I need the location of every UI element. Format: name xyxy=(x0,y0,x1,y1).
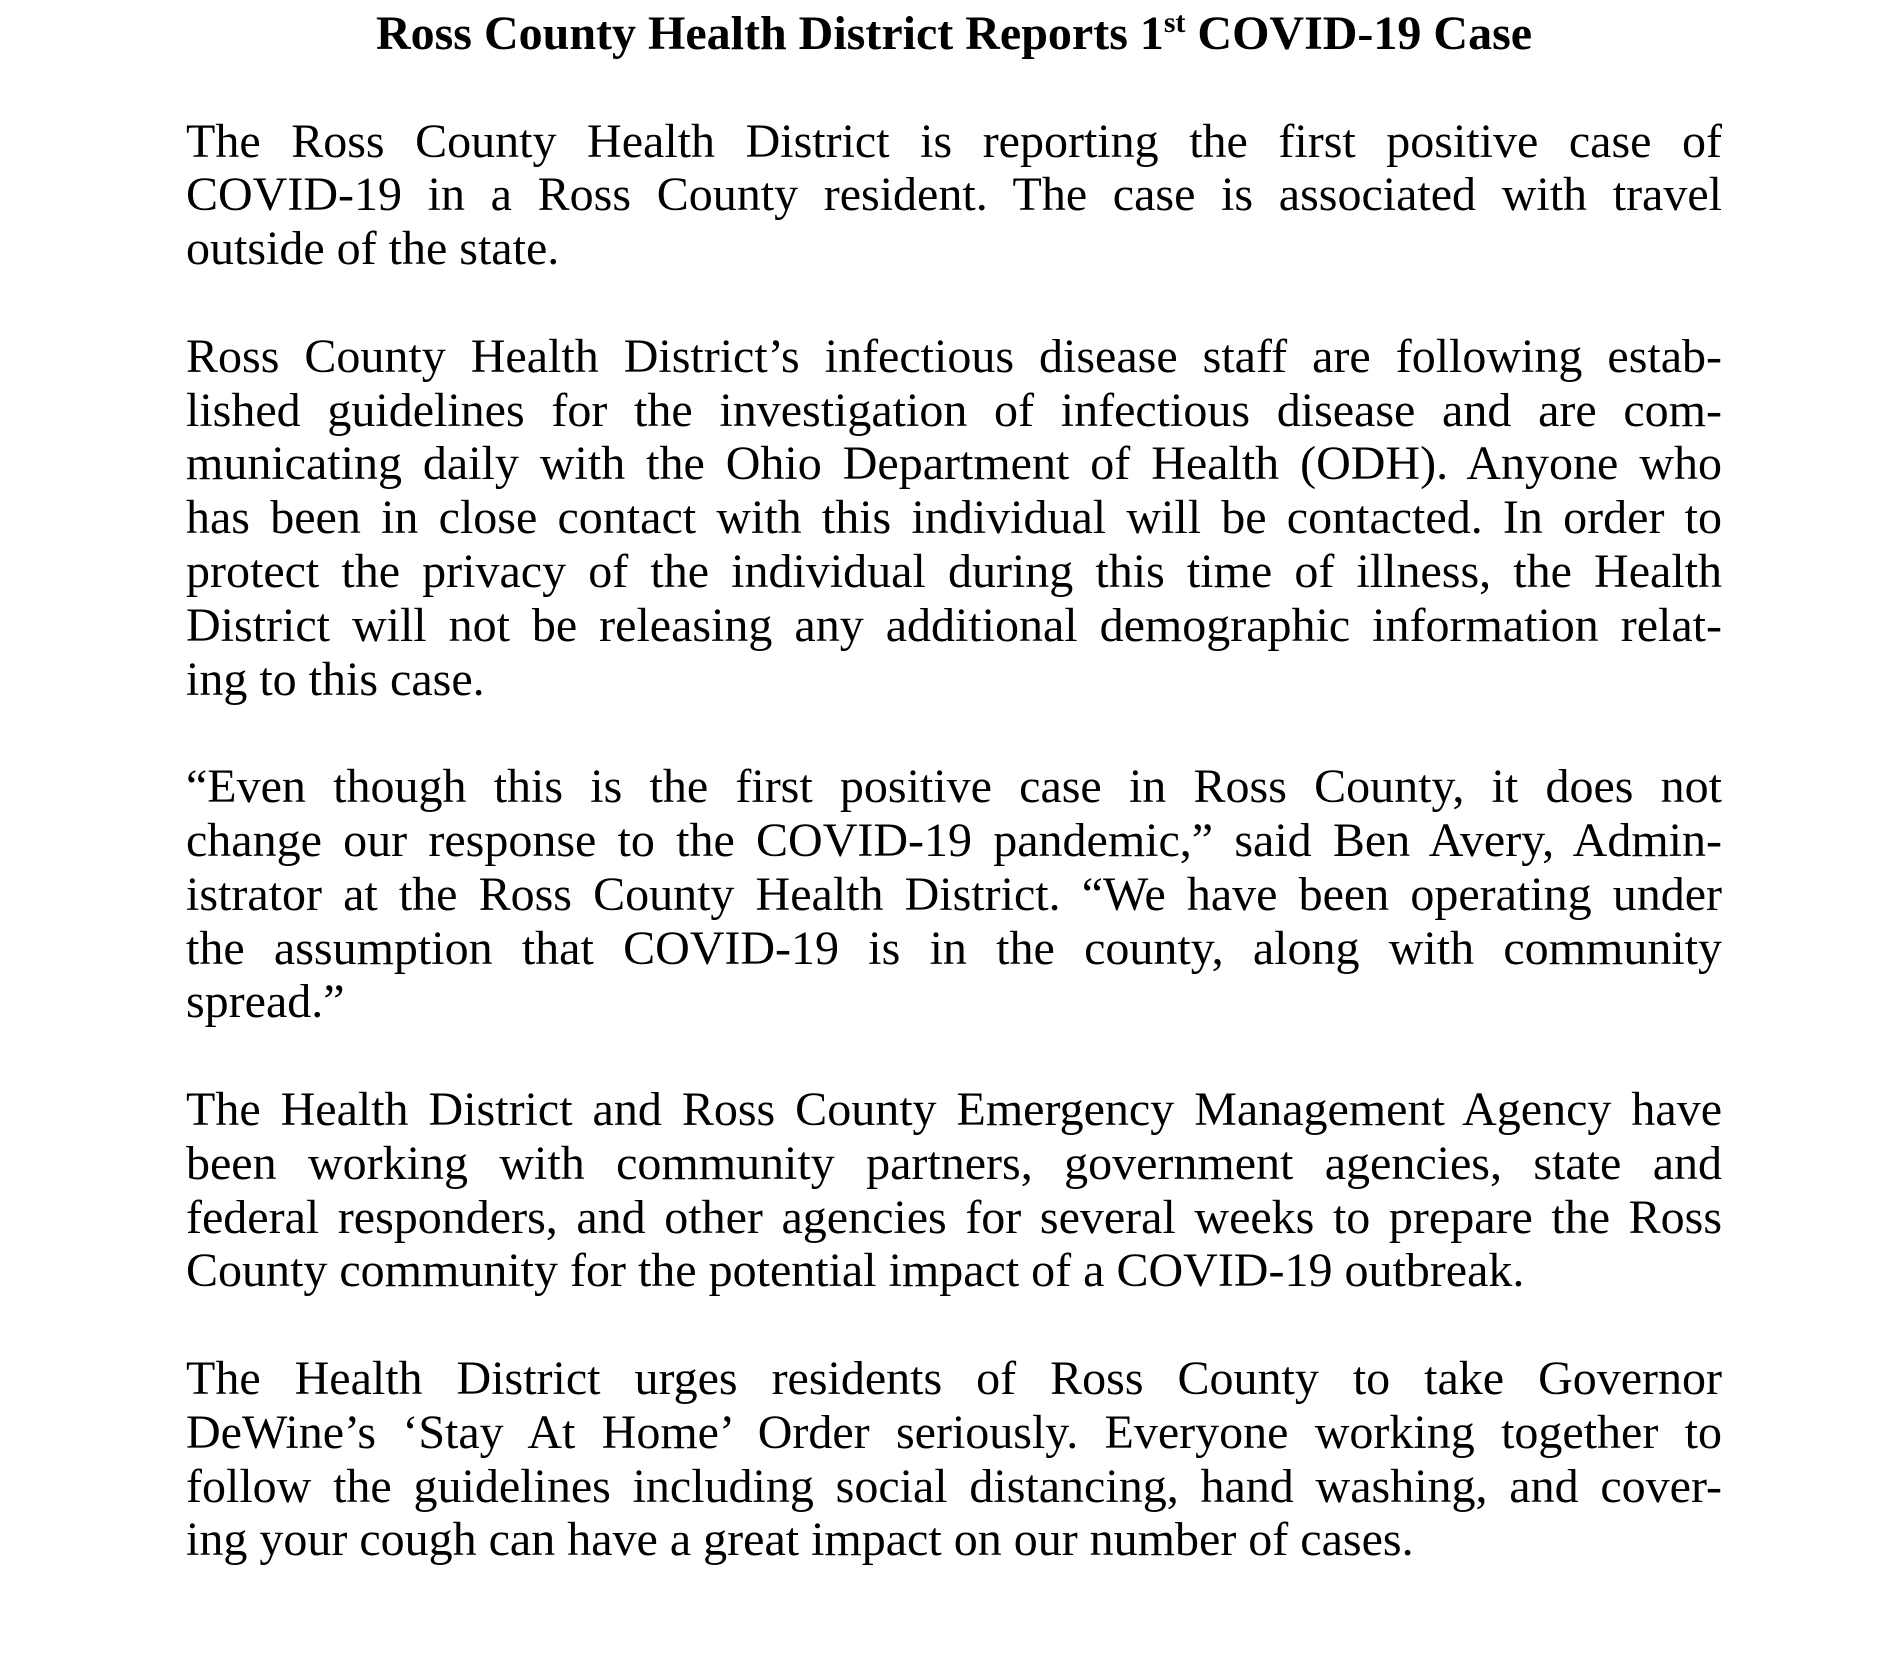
paragraph-line: The Health District urges residents of Ross County to take Governor xyxy=(186,1351,1722,1405)
paragraph-line: “Even though this is the first positive case in Ross County, it does not xyxy=(186,760,1722,814)
paragraph-line: District will not be releasing any additional demographic information relat- xyxy=(186,598,1722,652)
paragraph-line: follow the guidelines including social distancing, hand washing, and cover- xyxy=(186,1459,1722,1513)
paragraph-line: municating daily with the Ohio Department of Health (ODH). Anyone who xyxy=(186,437,1722,491)
paragraph-line: lished guidelines for the investigation of infectious disease and are com- xyxy=(186,383,1722,437)
paragraph-line: DeWine’s ‘Stay At Home’ Order seriously. Everyone working together to xyxy=(186,1405,1722,1459)
paragraph-line: protect the privacy of the individual during this time of illness, the Health xyxy=(186,544,1722,598)
title-text-end: COVID-19 Case xyxy=(1185,7,1533,60)
paragraph-quote xyxy=(186,760,1722,1029)
paragraph-line: ing to this case. xyxy=(186,652,485,706)
paragraph-line: change our response to the COVID-19 pandemic,” said Ben Avery, Admin- xyxy=(186,813,1722,867)
paragraph-line: spread.” xyxy=(186,975,345,1029)
paragraph-line: been working with community partners, government agencies, state and xyxy=(186,1136,1722,1190)
paragraph-line: The Health District and Ross County Emergency Management Agency have xyxy=(186,1082,1722,1136)
paragraph-line: federal responders, and other agencies for several weeks to prepare the Ross xyxy=(186,1190,1722,1244)
spacer xyxy=(186,1029,1722,1083)
paragraph-first-case xyxy=(186,115,1722,276)
paragraph-line: the assumption that COVID-19 is in the county, along with community xyxy=(186,921,1722,975)
paragraph-line: The Ross County Health District is reporting the first positive case of xyxy=(186,114,1722,168)
title-ordinal-suffix: st xyxy=(1163,6,1186,39)
paragraph-line: County community for the potential impact of a COVID-19 outbreak. xyxy=(186,1244,1525,1298)
paragraph-line: has been in close contact with this individual will be contacted. In order to xyxy=(186,491,1722,545)
paragraph-line: outside of the state. xyxy=(186,222,560,276)
document-page xyxy=(186,7,1722,1567)
spacer xyxy=(186,61,1722,115)
paragraph-stay-at-home xyxy=(186,1352,1722,1567)
title-text: Ross County Health District Reports 1 xyxy=(375,7,1164,60)
spacer xyxy=(186,1298,1722,1352)
paragraph-line: COVID-19 in a Ross County resident. The case is associated with travel xyxy=(186,168,1722,222)
paragraph-line: Ross County Health District’s infectious disease staff are following estab- xyxy=(186,329,1722,383)
document-title xyxy=(186,7,1722,61)
paragraph-investigation xyxy=(186,330,1722,707)
paragraph-line: istrator at the Ross County Health District. “We have been operating under xyxy=(186,867,1722,921)
spacer xyxy=(186,706,1722,760)
spacer xyxy=(186,276,1722,330)
paragraph-preparation xyxy=(186,1083,1722,1298)
paragraph-line: ing your cough can have a great impact on our number of cases. xyxy=(186,1513,1414,1567)
